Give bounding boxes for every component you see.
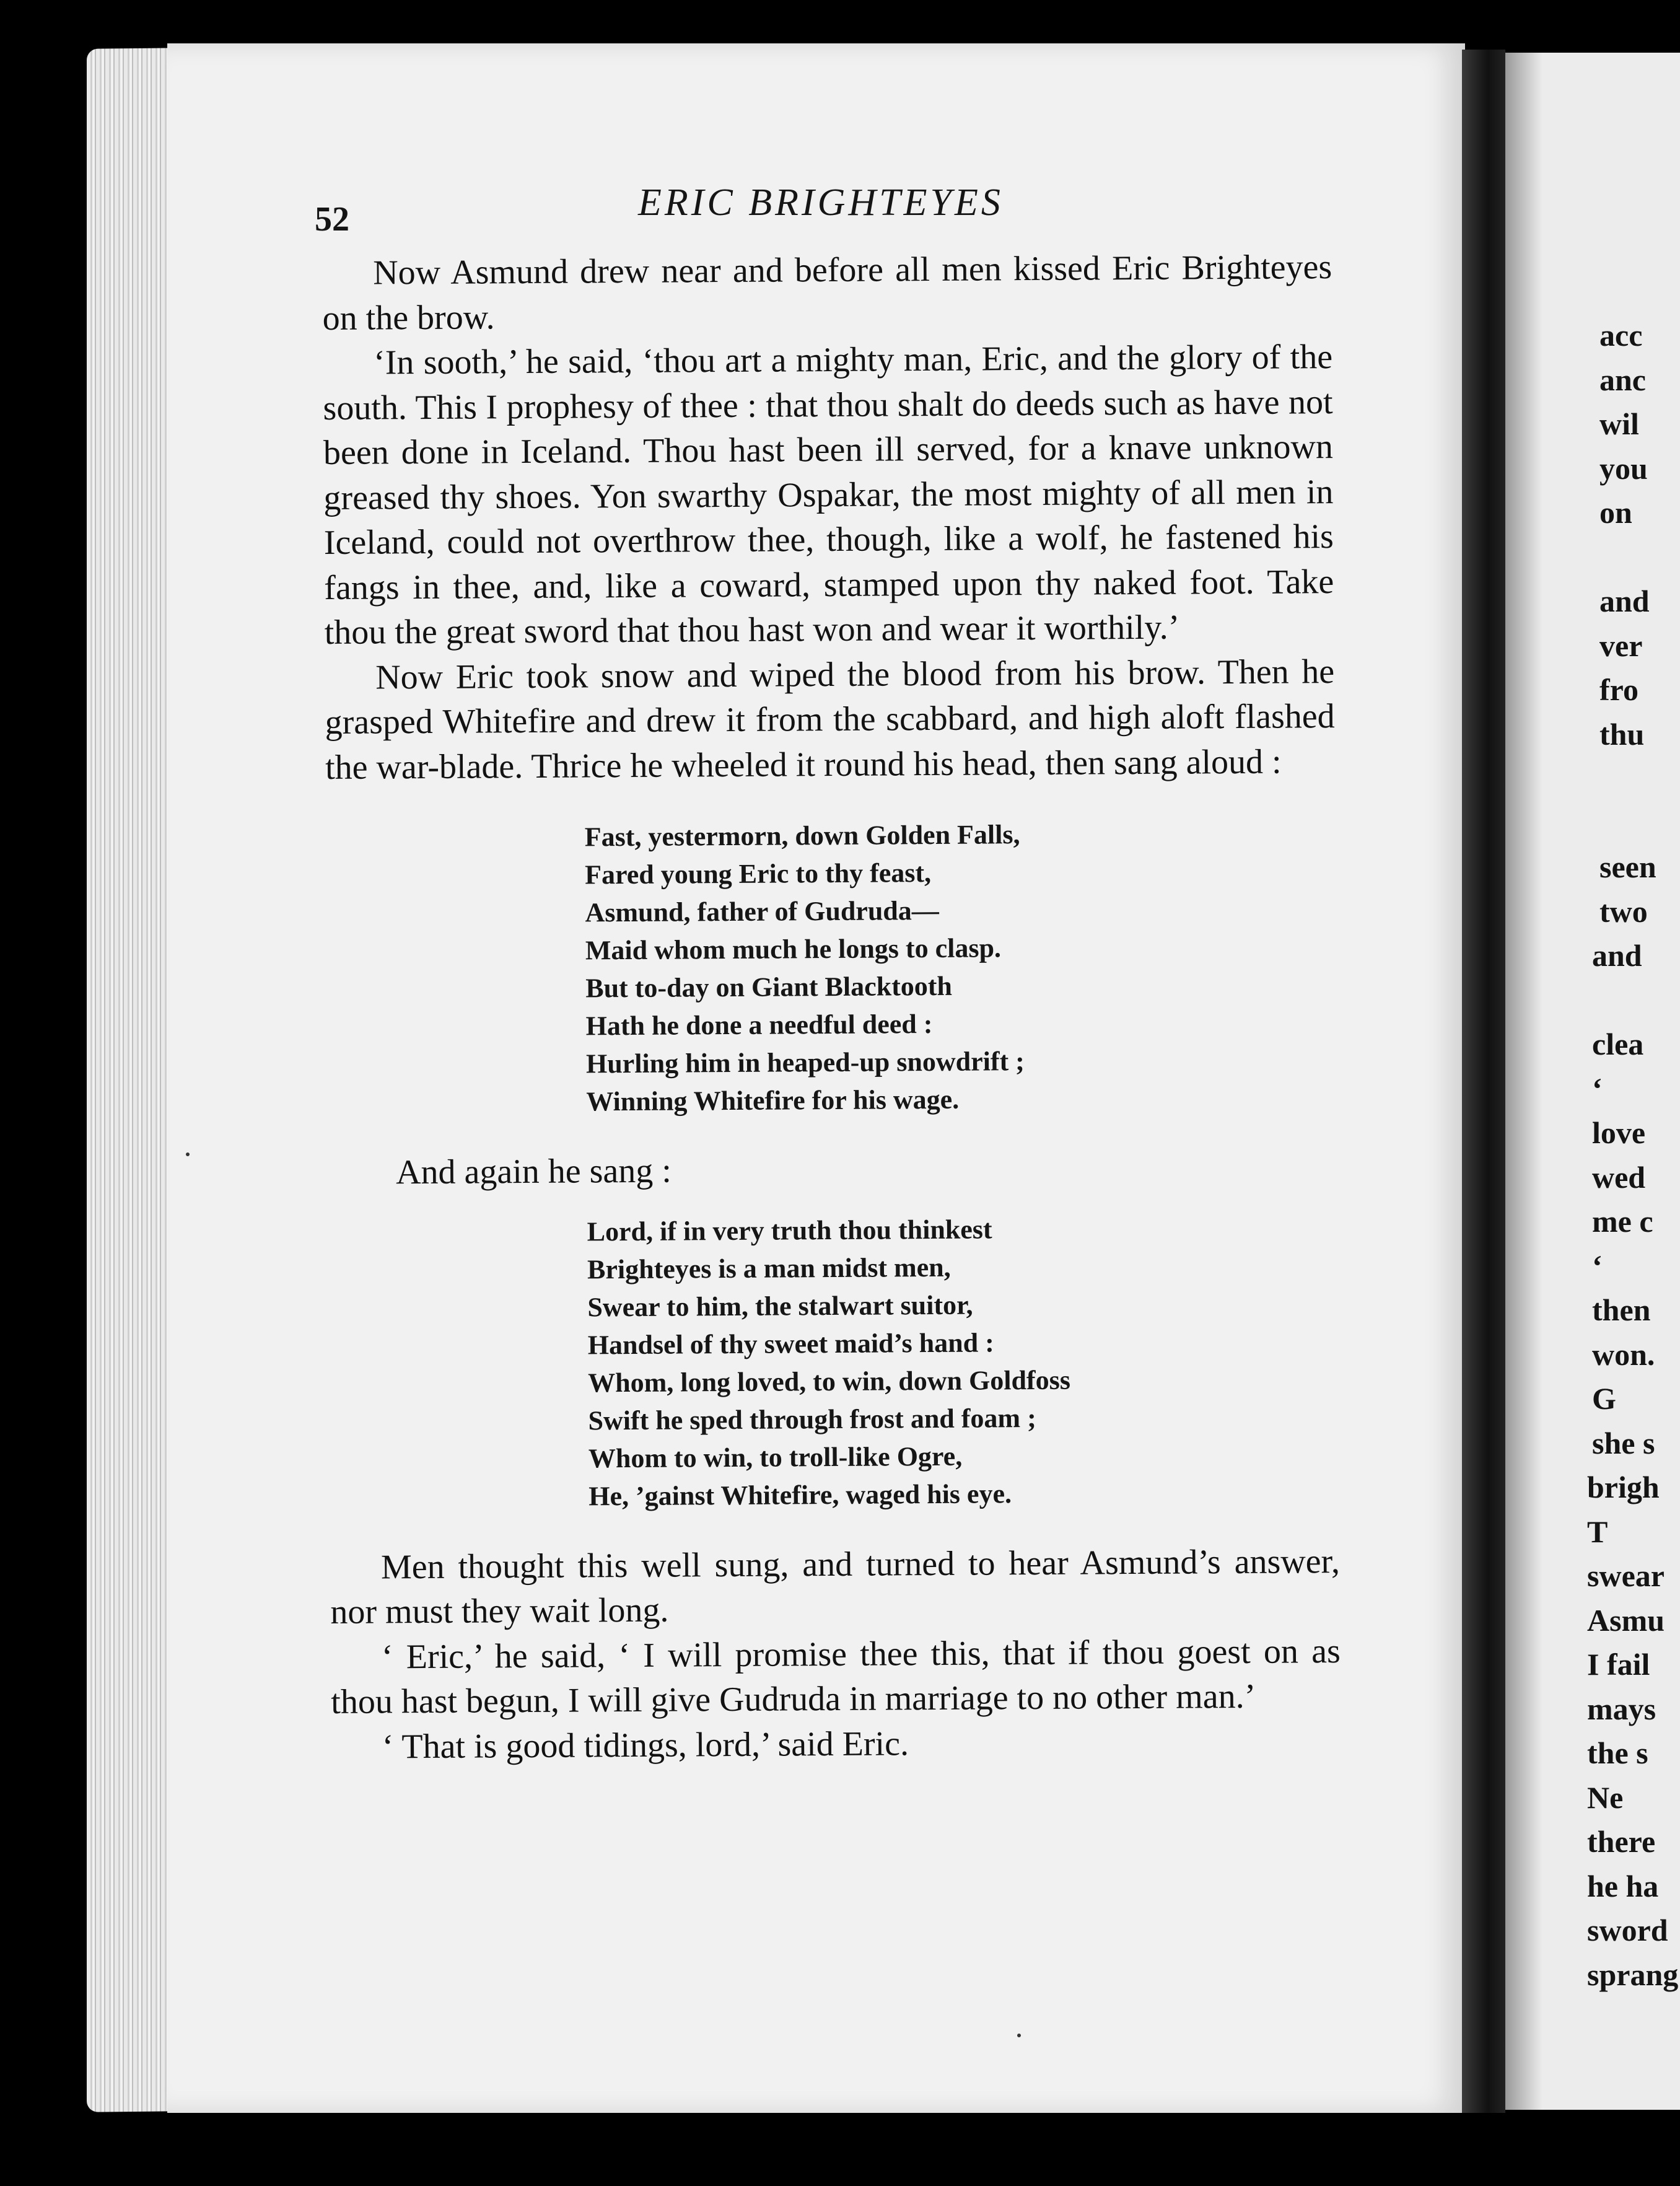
book-gutter: [1462, 50, 1505, 2113]
right-page-line: clea: [1592, 1027, 1644, 1061]
right-page-text-fragments: [1587, 313, 1680, 1998]
right-page-line: won.: [1592, 1337, 1655, 1372]
page-body: [322, 245, 1341, 1770]
verse-line: Asmund, father of Gudruda—: [585, 895, 939, 928]
verse-line: Brighteyes is a man midst men,: [587, 1252, 951, 1284]
paragraph: Men thought this well sung, and turned to hear Asmund’s answer, nor must they wait long.: [330, 1542, 1341, 1631]
right-page-line: wil: [1599, 406, 1639, 441]
page-header: [0, 175, 1680, 239]
verse-line: Handsel of thy sweet maid’s hand :: [587, 1327, 994, 1360]
paragraph: ‘In sooth,’ he said, ‘thou art a mighty man, Eric, and the glory of the south. This I prophesy of thee : that thou shalt do deeds such as have not been done in Iceland. Thou hast been ill served, for a knave unknown greased thy shoes. Yon swarthy Ospakar, the most mighty of all men in Iceland, could not overthrow thee, though, like a wolf, he fastened his fangs in thee, and, like a coward, stamped upon thy naked foot. Take thou the great sword that thou hast won and wear it worthily.’: [323, 338, 1334, 652]
right-page-line: sword: [1587, 1913, 1668, 1947]
verse-line: Hath he done a needful deed :: [585, 1009, 933, 1042]
right-page-line: ‘: [1592, 1248, 1603, 1283]
page-speck: [1017, 2034, 1021, 2037]
right-page-line: and: [1592, 938, 1642, 973]
verse-line: Hurling him in heaped-up snowdrift ;: [585, 1046, 1025, 1079]
right-page-line: you: [1599, 450, 1648, 486]
page-edge-stack: [87, 48, 180, 2112]
verse-line: Winning Whitefire for his wage.: [586, 1084, 960, 1117]
right-page-line: swear: [1587, 1558, 1665, 1593]
verse-line: Swift he sped through frost and foam ;: [588, 1402, 1036, 1436]
paragraph: ‘ That is good tidings, lord,’ said Eric.: [382, 1724, 909, 1766]
right-page-line: love: [1592, 1115, 1646, 1150]
verse-line: Maid whom much he longs to clasp.: [585, 933, 1002, 966]
right-page-line: anc: [1599, 362, 1646, 397]
page-number: 52: [315, 200, 349, 239]
paragraph: ‘ Eric,’ he said, ‘ I will promise thee this, that if thou goest on as thou hast begun, I will give Gudruda in marriage to no other man.’: [331, 1631, 1341, 1721]
right-page-line: then: [1592, 1293, 1651, 1327]
paragraph: Now Asmund drew near and before all men kissed Eric Brighteyes on the brow.: [322, 248, 1332, 338]
right-page-line: fro: [1599, 672, 1638, 707]
right-page-line: thu: [1599, 716, 1645, 752]
right-page-line: Asmu: [1587, 1602, 1665, 1638]
page-speck: [186, 1152, 190, 1156]
paragraph: Now Eric took snow and wiped the blood from his brow. Then he grasped Whitefire and drew it from the scabbard, and high aloft flashed the war-blade. Thrice he wheeled it round his head, then sang aloud :: [325, 652, 1335, 787]
verse-intro: And again he sang :: [395, 1151, 672, 1192]
right-page-line: T: [1587, 1514, 1608, 1549]
running-title: ERIC BRIGHTEYES: [638, 182, 1004, 224]
right-page-line: I fail: [1587, 1647, 1650, 1682]
right-page-line: seen: [1599, 849, 1656, 884]
right-page-shadow: [1505, 53, 1542, 2110]
right-page-line: Ne: [1587, 1780, 1624, 1815]
verse-line: Fared young Eric to thy feast,: [585, 858, 932, 890]
verse-line: Whom to win, to troll-like Ogre,: [588, 1441, 963, 1473]
right-page-line: ‘: [1592, 1071, 1603, 1106]
right-page-line: acc: [1599, 318, 1643, 353]
right-page-line: on: [1599, 495, 1632, 530]
right-page-line: she s: [1592, 1425, 1655, 1460]
verse-line: He, ’gainst Whitefire, waged his eye.: [588, 1478, 1012, 1511]
right-page-line: mays: [1587, 1691, 1656, 1726]
right-page-line: two: [1599, 893, 1648, 929]
right-page-line: there: [1587, 1824, 1656, 1859]
right-page-line: ver: [1599, 628, 1643, 663]
verse-line: But to-day on Giant Blacktooth: [585, 970, 953, 1004]
verse-line: Swear to him, the stalwart suitor,: [587, 1289, 973, 1322]
verse-line: Lord, if in very truth thou thinkest: [587, 1213, 992, 1247]
right-page-line: sprang: [1587, 1957, 1679, 1992]
right-page-line: brigh: [1587, 1470, 1660, 1504]
right-page-line: G: [1592, 1381, 1616, 1416]
right-page-line: and: [1599, 584, 1650, 618]
verse-line: Whom, long loved, to win, down Goldfoss: [588, 1364, 1071, 1398]
right-page-line: me c: [1592, 1204, 1653, 1239]
right-page-line: he ha: [1587, 1868, 1659, 1903]
verse-block: [585, 814, 1337, 1120]
verse-block: [587, 1208, 1339, 1515]
right-page-line: wed: [1592, 1159, 1646, 1195]
right-page-line: the s: [1587, 1736, 1648, 1770]
verse-line: Fast, yestermorn, down Golden Falls,: [584, 819, 1020, 853]
